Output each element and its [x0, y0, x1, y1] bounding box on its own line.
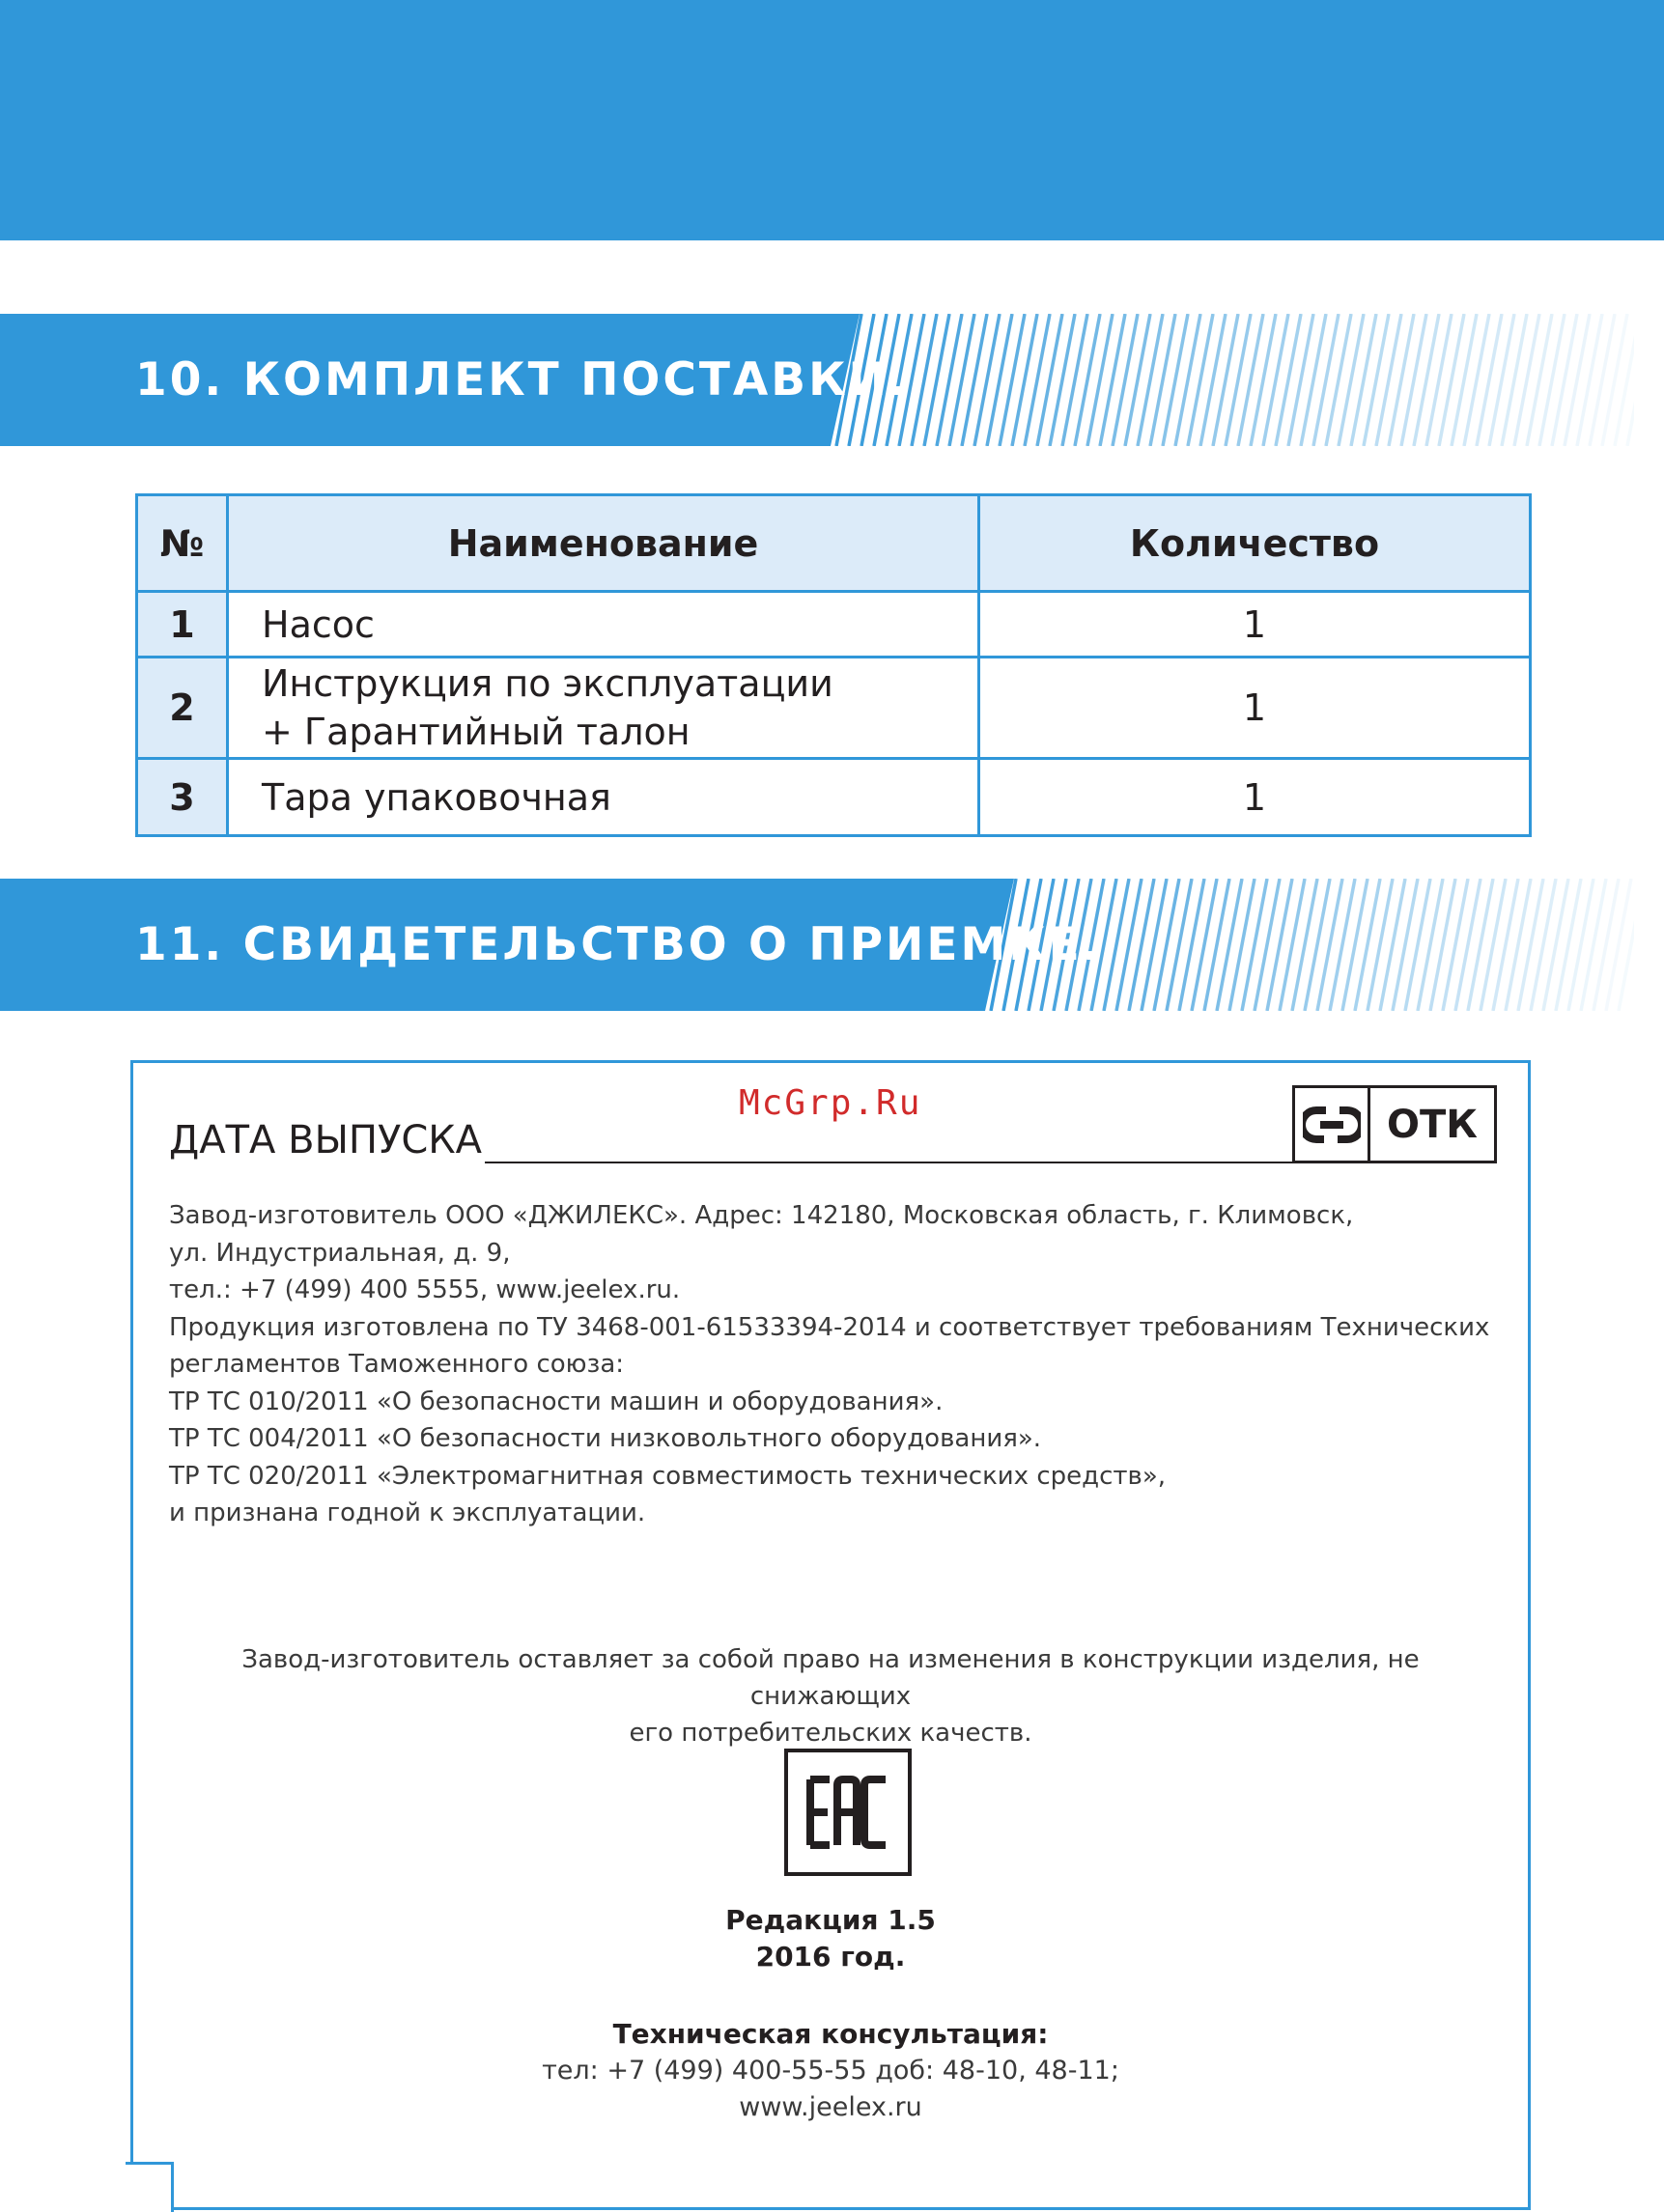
row-name: [228, 759, 979, 836]
stripe-line: [937, 314, 962, 446]
stripe-line: [1301, 314, 1326, 446]
stripe-line: [1577, 314, 1602, 446]
info-line: ТР ТС 010/2011 «О безопасности машин и оборудования».: [169, 1386, 944, 1416]
table-header-row: [137, 495, 1531, 592]
stripe-line: [1217, 879, 1242, 1011]
stripe-line: [1025, 314, 1050, 446]
stripe-line: [1468, 879, 1493, 1011]
stripe-line: [949, 314, 974, 446]
stripe-line: [1150, 314, 1175, 446]
stripe-line: [1565, 314, 1590, 446]
modification-notice: [169, 1641, 1492, 1751]
section-11-title: 11. СВИДЕТЕЛЬСТВО О ПРИЕМКЕ.: [135, 918, 1103, 971]
stripe-line: [1481, 879, 1506, 1011]
info-line: ТР ТС 004/2011 «О безопасности низковольтного оборудования».: [169, 1424, 1042, 1453]
stripe-line: [1552, 314, 1577, 446]
revision-label: Редакция 1.5: [725, 1904, 936, 1936]
stripe-line: [1163, 314, 1188, 446]
stripe-line: [1455, 879, 1481, 1011]
watermark: McGrp.Ru: [739, 1083, 922, 1123]
stripe-line: [1175, 314, 1200, 446]
stripe-line: [1154, 879, 1179, 1011]
revision-info: [169, 1902, 1492, 1975]
row-name-line: Тара упаковочная: [262, 775, 611, 819]
info-line: Продукция изготовлена по ТУ 3468-001-61533394-2014 и соответствует требованиям Технических: [169, 1312, 1490, 1342]
stripe-line: [1213, 314, 1238, 446]
stripe-line: [1167, 879, 1192, 1011]
stripe-line: [1200, 314, 1226, 446]
stripe-line: [1305, 879, 1330, 1011]
kit-table: [135, 493, 1532, 837]
notice-line: его потребительских качеств.: [629, 1719, 1032, 1748]
stripe-line: [1443, 879, 1468, 1011]
stripe-line: [1330, 879, 1355, 1011]
stripe-line: [924, 314, 949, 446]
stripe-line: [1238, 314, 1263, 446]
stripe-line: [974, 314, 1000, 446]
stripe-line: [1514, 314, 1539, 446]
stripe-line: [1129, 879, 1154, 1011]
stripe-line: [1280, 879, 1305, 1011]
stripe-line: [1355, 879, 1380, 1011]
stripe-line: [1226, 314, 1251, 446]
col-header-qty: Количество: [979, 495, 1531, 592]
col-header-num: №: [137, 495, 228, 592]
stripe-line: [1351, 314, 1376, 446]
stripe-line: [1276, 314, 1301, 446]
stripe-line: [1464, 314, 1489, 446]
stripe-line: [1593, 879, 1619, 1011]
row-name: [228, 658, 979, 759]
stripe-line: [1518, 879, 1543, 1011]
stripe-line: [1342, 879, 1368, 1011]
stripe-line: [1452, 314, 1477, 446]
stripe-line: [1418, 879, 1443, 1011]
stripe-line: [1087, 314, 1113, 446]
info-line: ТР ТС 020/2011 «Электромагнитная совместимость технических средств»,: [169, 1461, 1167, 1491]
stripe-line: [1229, 879, 1255, 1011]
stripe-line: [1602, 314, 1627, 446]
release-date-label: ДАТА ВЫПУСКА: [169, 1118, 483, 1162]
stripe-line: [1142, 879, 1167, 1011]
row-num: 2: [137, 658, 228, 759]
stripe-line: [1389, 314, 1414, 446]
stripe-line: [1204, 879, 1229, 1011]
stripe-line: [1317, 879, 1342, 1011]
table-row: [137, 592, 1531, 658]
revision-year: 2016 год.: [755, 1941, 906, 1973]
stripe-line: [1493, 879, 1518, 1011]
info-line: Завод-изготовитель ООО «ДЖИЛЕКС». Адрес: 142180, Московская область, г. Климовск,: [169, 1201, 1354, 1230]
section-10-banner: [0, 314, 1664, 446]
stripe-line: [1439, 314, 1464, 446]
stripe-line: [1590, 314, 1615, 446]
row-qty: 1: [979, 658, 1531, 759]
stripe-line: [1568, 879, 1593, 1011]
consult-title: Техническая консультация:: [612, 2018, 1049, 2050]
stripe-line: [1368, 879, 1393, 1011]
stripe-line: [1326, 314, 1351, 446]
stripe-line: [1292, 879, 1317, 1011]
row-name-line: Инструкция по эксплуатации: [262, 662, 833, 705]
section-11-banner: [0, 879, 1664, 1011]
stripe-line: [1116, 879, 1142, 1011]
stripe-line: [1543, 879, 1568, 1011]
stripe-line: [1000, 314, 1025, 446]
header-band: [0, 0, 1664, 240]
table-row: [137, 759, 1531, 836]
info-line: ул. Индустриальная, д. 9,: [169, 1238, 511, 1268]
stripe-line: [1104, 879, 1129, 1011]
stripe-line: [1556, 879, 1581, 1011]
stripe-line: [1255, 879, 1280, 1011]
stripe-line: [1401, 314, 1426, 446]
stripe-line: [987, 314, 1012, 446]
row-name: [228, 592, 979, 658]
otk-stamp: [1292, 1085, 1497, 1163]
notice-line: Завод-изготовитель оставляет за собой право на изменения в конструкции изделия, не снижающих: [241, 1645, 1420, 1711]
col-header-name: Наименование: [228, 495, 979, 592]
stripe-line: [1339, 314, 1364, 446]
row-num: 1: [137, 592, 228, 658]
frame-corner-notch: [126, 2162, 174, 2212]
info-line: регламентов Таможенного союза:: [169, 1350, 625, 1379]
stripe-line: [1506, 879, 1531, 1011]
banner-stripes: [832, 314, 1634, 446]
stripe-line: [1075, 314, 1100, 446]
stripe-line: [1251, 314, 1276, 446]
otk-label: ОТК: [1387, 1102, 1478, 1147]
stripe-line: [1426, 314, 1452, 446]
stripe-line: [1414, 314, 1439, 446]
row-qty: 1: [979, 592, 1531, 658]
stripe-line: [1267, 879, 1292, 1011]
stripe-line: [1313, 314, 1339, 446]
stripe-line: [1393, 879, 1418, 1011]
row-name-line: Насос: [262, 602, 375, 646]
tech-consultation: [169, 2016, 1492, 2126]
stripe-line: [1405, 879, 1430, 1011]
stripe-line: [1138, 314, 1163, 446]
stripe-line: [1527, 314, 1552, 446]
stripe-line: [1364, 314, 1389, 446]
row-qty: 1: [979, 759, 1531, 836]
eac-mark-icon: [784, 1749, 912, 1876]
stripe-line: [962, 314, 987, 446]
link-icon: [1295, 1088, 1370, 1161]
info-line: и признана годной к эксплуатации.: [169, 1498, 646, 1527]
stripe-line: [1188, 314, 1213, 446]
stripe-line: [1125, 314, 1150, 446]
stripe-line: [1380, 879, 1405, 1011]
stripe-line: [1288, 314, 1313, 446]
stripe-line: [1531, 879, 1556, 1011]
stripe-line: [1263, 314, 1288, 446]
stripe-line: [1100, 314, 1125, 446]
stripe-line: [1477, 314, 1502, 446]
stripe-line: [1113, 314, 1138, 446]
row-name-line: + Гарантийный талон: [262, 711, 691, 753]
stripe-line: [1242, 879, 1267, 1011]
stripe-line: [912, 314, 937, 446]
stripe-line: [1539, 314, 1565, 446]
stripe-line: [1581, 879, 1606, 1011]
stripe-line: [1502, 314, 1527, 446]
stripe-line: [1430, 879, 1455, 1011]
stripe-line: [1050, 314, 1075, 446]
stripe-line: [1037, 314, 1062, 446]
stripe-line: [1376, 314, 1401, 446]
release-date-line: [485, 1162, 1292, 1163]
stripe-line: [1179, 879, 1204, 1011]
row-num: 3: [137, 759, 228, 836]
stripe-line: [1192, 879, 1217, 1011]
manufacturer-info: [169, 1197, 1489, 1532]
section-10-title: 10. КОМПЛЕКТ ПОСТАВКИ.: [135, 353, 910, 406]
info-line: тел.: +7 (499) 400 5555, www.jeelex.ru.: [169, 1275, 681, 1304]
stripe-line: [1489, 314, 1514, 446]
table-row: [137, 658, 1531, 759]
stripe-line: [1062, 314, 1087, 446]
consult-site[interactable]: www.jeelex.ru: [739, 2092, 922, 2122]
stripe-line: [1606, 879, 1631, 1011]
consult-phone: тел: +7 (499) 400-55-55 доб: 48-10, 48-11;: [542, 2056, 1119, 2086]
stripe-line: [1012, 314, 1037, 446]
